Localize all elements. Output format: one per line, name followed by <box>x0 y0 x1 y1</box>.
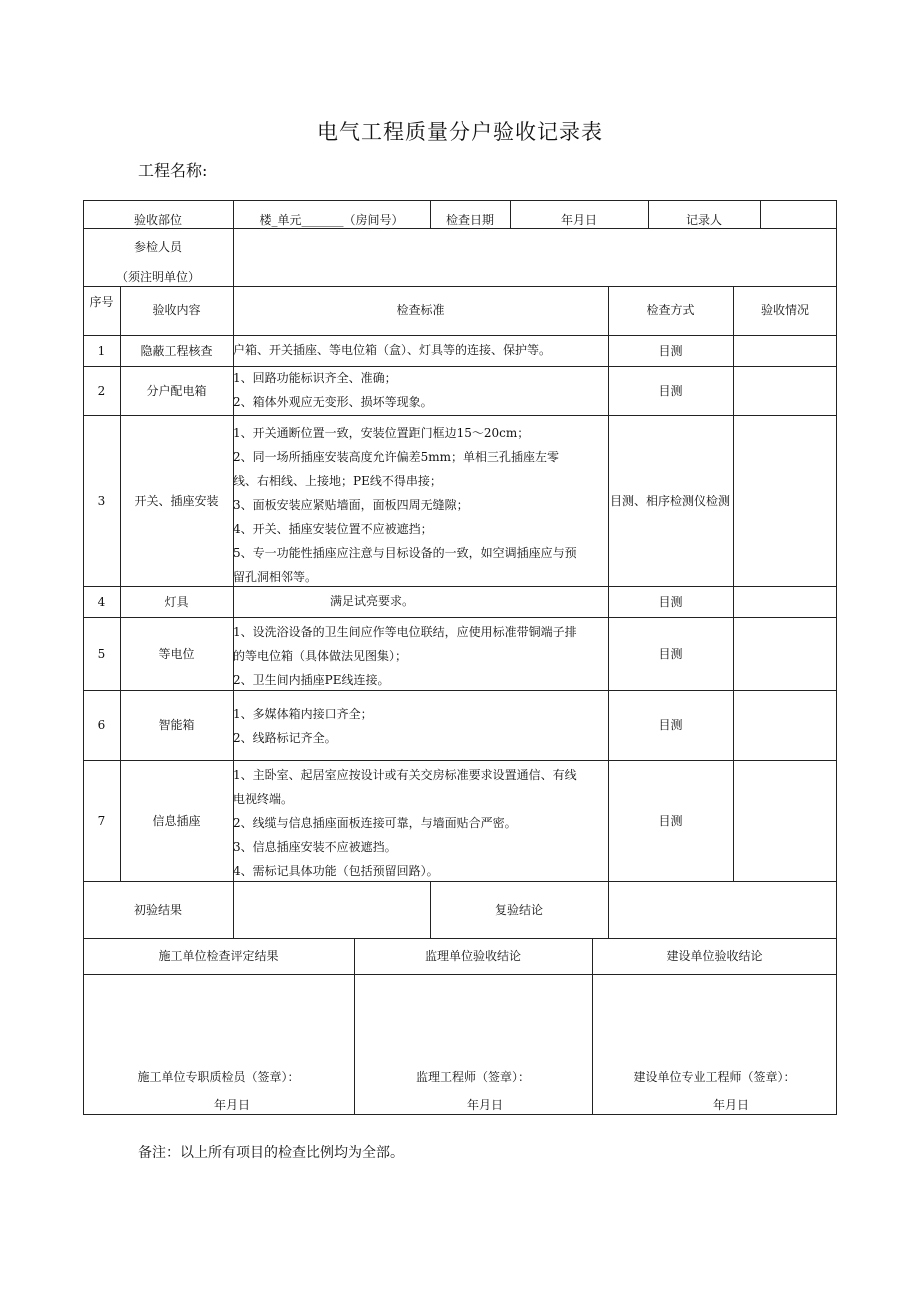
supervision-heading: 监理单位验收结论 <box>424 949 521 963</box>
status-cell[interactable] <box>733 690 837 760</box>
date-value: 年月日 <box>560 213 597 227</box>
recorder-label: 记录人 <box>685 213 722 227</box>
status-cell[interactable] <box>733 366 837 415</box>
row-standard: 1、多媒体箱内接口齐全； 2、线路标记齐全。 <box>233 707 373 745</box>
row-method: 目测 <box>658 718 683 732</box>
col-standard: 检查标准 <box>396 303 445 317</box>
initial-result-value[interactable] <box>233 881 430 938</box>
row-content: 智能箱 <box>158 718 195 732</box>
row-no: 4 <box>97 594 106 609</box>
row-content: 等电位 <box>158 646 195 661</box>
location-label: 验收部位 <box>133 213 182 227</box>
row-no: 2 <box>97 383 106 398</box>
row-method: 目测 <box>658 594 683 609</box>
col-no: 序号 <box>89 295 114 309</box>
initial-result-label: 初验结果 <box>133 902 182 917</box>
construction-signer: 施工单位专职质检员（签章）： <box>137 1070 300 1084</box>
date-label: 检查日期 <box>445 213 494 227</box>
status-cell[interactable] <box>733 586 837 617</box>
row-standard: 1、开关通断位置一致，安装位置距门框边15～20cm； 2、同一场所插座安装高度允许偏差5mm；单相三孔插座左零 线、右相线、上接地；PE线不得串接； 3、面板安装应紧贴墙面，面板四周无缝隙； 4、开关、插座安装位置不应被遮挡； 5、专一功能性插座应注意与目标设备的一致，如空调插座应与预 留孔洞相邻等。 <box>233 426 577 584</box>
row-standard: 1、设洗浴设备的卫生间应作等电位联结，应使用标准带铜端子排 的等电位箱（具体做法见图集）； 2、卫生间内插座PE线连接。 <box>233 625 577 687</box>
owner-date: 年月日 <box>712 1098 749 1112</box>
row-content: 隐蔽工程核查 <box>140 343 213 358</box>
recheck-value[interactable] <box>608 881 837 938</box>
status-cell[interactable] <box>733 617 837 690</box>
construction-heading: 施工单位检查评定结果 <box>158 949 279 963</box>
row-no: 3 <box>97 493 106 508</box>
supervision-date: 年月日 <box>466 1098 503 1112</box>
row-standard: 1、回路功能标识齐全、准确； 2、箱体外观应无变形、损坏等现象。 <box>233 371 433 409</box>
row-content: 分户配电箱 <box>146 383 207 398</box>
supervision-signer: 监理工程师（签章）： <box>415 1070 530 1084</box>
row-no: 5 <box>97 646 106 661</box>
remark: 备注：以上所有项目的检查比例均为全部。 <box>138 1145 404 1161</box>
inspectors-note: （须注明单位） <box>115 270 200 284</box>
project-name-label: 工程名称: <box>138 161 208 180</box>
owner-signer: 建设单位专业工程师（签章）： <box>633 1070 796 1084</box>
row-content: 信息插座 <box>152 813 201 828</box>
row-method: 目测 <box>658 383 683 398</box>
recorder-value[interactable] <box>760 200 837 228</box>
status-cell[interactable] <box>733 760 837 881</box>
status-cell[interactable] <box>733 415 837 586</box>
row-method: 目测 <box>658 343 683 358</box>
row-standard: 1、主卧室、起居室应按设计或有关交房标准要求设置通信、有线 电视终端。 2、线缆与信息插座面板连接可靠，与墙面贴合严密。 3、信息插座安装不应被遮挡。 4、需标记具体功能（包括预留回路）。 <box>233 768 577 878</box>
row-standard: 户箱、开关插座、等电位箱（盒）、灯具等的连接、保护等。 <box>233 343 552 357</box>
page-title: 电气工程质量分户验收记录表 <box>317 120 603 144</box>
recheck-label: 复验结论 <box>494 902 543 917</box>
col-status: 验收情况 <box>760 303 809 317</box>
inspectors-label: 参检人员 <box>133 240 182 254</box>
row-no: 6 <box>97 718 106 732</box>
row-no: 7 <box>97 813 106 828</box>
row-method: 目测 <box>658 646 683 661</box>
owner-heading: 建设单位验收结论 <box>666 949 763 963</box>
location-value: 楼_单元_______（房间号） <box>259 213 404 227</box>
row-content: 灯具 <box>164 594 189 609</box>
col-method: 检查方式 <box>646 303 695 317</box>
status-cell[interactable] <box>733 335 837 366</box>
row-method: 目测 <box>658 813 683 828</box>
col-content: 验收内容 <box>152 303 201 317</box>
row-standard: 满足试亮要求。 <box>330 594 415 608</box>
row-no: 1 <box>97 343 106 358</box>
inspectors-value[interactable] <box>233 228 837 286</box>
row-content: 开关、插座安装 <box>134 493 219 508</box>
construction-date: 年月日 <box>213 1098 250 1112</box>
row-method: 目测、相序检测仪检测 <box>610 493 731 508</box>
